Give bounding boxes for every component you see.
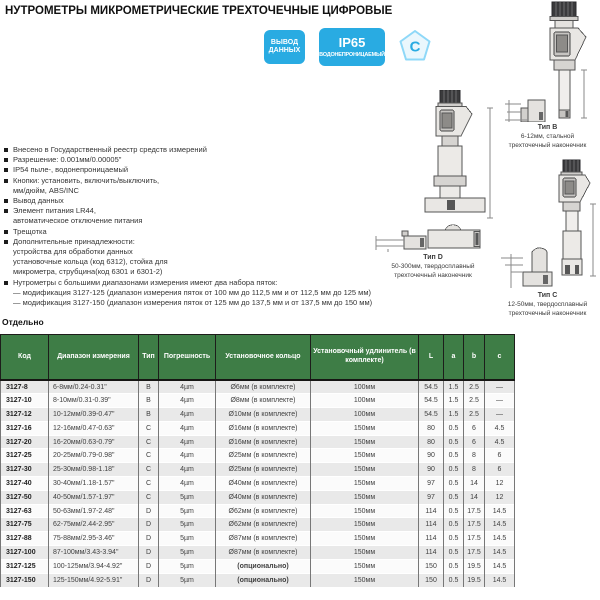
data-output-badge-line2: ДАННЫХ: [268, 47, 301, 54]
cell-c: —: [485, 408, 515, 422]
cell-type: D: [139, 573, 159, 587]
cell-code: 3127-40: [1, 477, 49, 491]
table-header-row: [1, 335, 515, 381]
feature-text: Внесено в Государственный реестр средств измерений: [13, 145, 207, 154]
type-c-caption-2: трехточечный наконечник: [508, 310, 587, 317]
cell-L: 54.5: [419, 380, 444, 394]
cell-code: 3127-16: [1, 421, 49, 435]
type-c-label: Тип C: [537, 292, 558, 299]
cell-type: C: [139, 490, 159, 504]
cell-code: 3127-10: [1, 394, 49, 408]
column-header-setting-ring: Установочное кольцо: [216, 335, 311, 381]
cell-type: C: [139, 421, 159, 435]
cell-extension: 150мм: [311, 490, 419, 504]
type-c-caption-1: 12-50мм, твердосплавный: [507, 301, 588, 308]
cell-extension: 150мм: [311, 421, 419, 435]
cell-L: 114: [419, 518, 444, 532]
cell-a: 0.5: [444, 532, 464, 546]
cell-extension: 150мм: [311, 463, 419, 477]
feature-subline: установочные кольца (код 6312), стойка для: [13, 257, 168, 267]
cell-c: —: [485, 394, 515, 408]
cell-type: C: [139, 449, 159, 463]
cell-accuracy: 5µm: [159, 504, 216, 518]
cell-b: 6: [464, 421, 485, 435]
cell-extension: 100мм: [311, 380, 419, 394]
cell-extension: 150мм: [311, 435, 419, 449]
cell-ring: Ø40мм (в комплекте): [216, 477, 311, 491]
cell-b: 19.5: [464, 573, 485, 587]
cell-c: 14.5: [485, 504, 515, 518]
type-d-drawing-icon: [368, 90, 498, 252]
feature-text: Трещотка: [13, 226, 47, 236]
cell-ring: Ø87мм (в комплекте): [216, 546, 311, 560]
measuring-head-side-view: [505, 100, 545, 122]
cell-L: 114: [419, 504, 444, 518]
bullet-square-icon: [4, 199, 8, 203]
certification-letter: С: [409, 38, 421, 56]
measuring-head-side-view: [376, 231, 426, 252]
cell-a: 0.5: [444, 490, 464, 504]
cell-type: D: [139, 532, 159, 546]
type-b-diagram: [495, 0, 600, 150]
type-b-drawing-icon: [495, 0, 600, 122]
cell-type: D: [139, 559, 159, 573]
data-output-badge: [264, 30, 305, 64]
cell-extension: 150мм: [311, 504, 419, 518]
stem: [425, 136, 485, 212]
cell-range: 10-12мм/0.39-0.47": [49, 408, 139, 422]
cell-L: 97: [419, 490, 444, 504]
cell-code: 3127-25: [1, 449, 49, 463]
cell-type: C: [139, 477, 159, 491]
type-d-label: Тип D: [423, 254, 443, 261]
cell-range: 50-63мм/1.97-2.48": [49, 504, 139, 518]
cell-type: C: [139, 435, 159, 449]
cell-L: 90: [419, 449, 444, 463]
cell-a: 0.5: [444, 518, 464, 532]
cell-L: 90: [419, 463, 444, 477]
cell-ring: Ø25мм (в комплекте): [216, 449, 311, 463]
cell-c: 4.5: [485, 435, 515, 449]
cell-ring: Ø62мм (в комплекте): [216, 518, 311, 532]
cell-L: 54.5: [419, 394, 444, 408]
cell-extension: 150мм: [311, 449, 419, 463]
cell-type: D: [139, 518, 159, 532]
cell-accuracy: 4µm: [159, 380, 216, 394]
cell-range: 16-20мм/0.63-0.79": [49, 435, 139, 449]
cell-b: 17.5: [464, 546, 485, 560]
dimension-line: [590, 204, 596, 276]
type-b-label: Тип B: [537, 124, 558, 131]
cell-extension: 100мм: [311, 408, 419, 422]
table-row: [1, 573, 515, 587]
cell-a: 0.5: [444, 546, 464, 560]
cell-a: 1.5: [444, 394, 464, 408]
cell-code: 3127-63: [1, 504, 49, 518]
cell-type: B: [139, 394, 159, 408]
table-row: [1, 449, 515, 463]
cell-b: 17.5: [464, 532, 485, 546]
cell-a: 0.5: [444, 435, 464, 449]
cell-range: 25-30мм/0.98-1.18": [49, 463, 139, 477]
cell-c: 14.5: [485, 518, 515, 532]
bullet-square-icon: [4, 230, 8, 234]
ip65-badge-title: IP65: [338, 35, 366, 51]
cell-extension: 100мм: [311, 394, 419, 408]
cell-a: 0.5: [444, 449, 464, 463]
table-row: [1, 546, 515, 560]
type-b-caption-2: трехточечный наконечник: [508, 142, 587, 149]
cell-code: 3127-88: [1, 532, 49, 546]
column-header-extension: Установочный удлинитель (в комплекте): [311, 335, 419, 381]
stem: [563, 202, 581, 259]
data-output-badge-line1: ВЫВОД: [270, 38, 299, 46]
cell-accuracy: 4µm: [159, 421, 216, 435]
cell-accuracy: 5µm: [159, 559, 216, 573]
cell-accuracy: 5µm: [159, 573, 216, 587]
cell-L: 97: [419, 477, 444, 491]
cell-c: —: [485, 380, 515, 394]
cell-type: B: [139, 408, 159, 422]
table-row: [1, 380, 515, 394]
cell-range: 6-8мм/0.24-0.31": [49, 380, 139, 394]
cell-type: C: [139, 463, 159, 477]
cell-ring: Ø16мм (в комплекте): [216, 435, 311, 449]
column-header-L: L: [419, 335, 444, 381]
cell-range: 8-10мм/0.31-0.39": [49, 394, 139, 408]
cell-accuracy: 4µm: [159, 408, 216, 422]
column-header-range: Диапазон измерения: [49, 335, 139, 381]
cell-code: 3127-50: [1, 490, 49, 504]
cell-b: 2.5: [464, 408, 485, 422]
display-body: [559, 175, 590, 202]
cell-range: 100-125мм/3.94-4.92": [49, 559, 139, 573]
cell-b: 2.5: [464, 380, 485, 394]
cell-ring: Ø16мм (в комплекте): [216, 421, 311, 435]
dimension-line: [581, 70, 587, 118]
table-row: [1, 504, 515, 518]
cell-extension: 150мм: [311, 546, 419, 560]
cell-ring: Ø10мм (в комплекте): [216, 408, 311, 422]
bullet-square-icon: [4, 168, 8, 172]
type-c-diagram: [495, 158, 600, 318]
bullet-square-icon: [4, 209, 8, 213]
ip65-badge: [319, 28, 385, 66]
knurled-cap: [561, 160, 582, 175]
feature-subline: — модификация 3127-125 (диапазон измерения пяток от 100 мм до 112,5 мм и от 112,5 мм до 125 мм): [13, 287, 371, 297]
cell-accuracy: 4µm: [159, 477, 216, 491]
cell-extension: 150мм: [311, 532, 419, 546]
cell-accuracy: 4µm: [159, 435, 216, 449]
bullet-square-icon: [4, 148, 8, 152]
cell-a: 1.5: [444, 380, 464, 394]
cell-c: 12: [485, 477, 515, 491]
section-label: Отдельно: [2, 317, 44, 327]
cell-ring: Ø6мм (в комплекте): [216, 380, 311, 394]
cell-c: 6: [485, 449, 515, 463]
measuring-head-side-view: [501, 248, 552, 288]
ip65-badge-subtitle: ВОДОНЕПРОНИЦАЕМЫЙ: [319, 51, 385, 58]
cell-range: 40-50мм/1.57-1.97": [49, 490, 139, 504]
cell-a: 1.5: [444, 408, 464, 422]
cell-code: 3127-12: [1, 408, 49, 422]
cell-a: 0.5: [444, 463, 464, 477]
spec-table: [0, 334, 515, 587]
cell-code: 3127-100: [1, 546, 49, 560]
cell-extension: 150мм: [311, 559, 419, 573]
feature-text: IP54 пыле-, водонепроницаемый: [13, 165, 129, 175]
dimension-line: [487, 108, 493, 218]
cell-code: 3127-8: [1, 380, 49, 394]
cell-extension: 150мм: [311, 518, 419, 532]
bullet-square-icon: [4, 158, 8, 162]
cell-range: 87-100мм/3.43-3.94": [49, 546, 139, 560]
cell-accuracy: 5µm: [159, 490, 216, 504]
cell-ring: (опционально): [216, 573, 311, 587]
feature-text: Вывод данных: [13, 196, 64, 206]
cell-L: 80: [419, 421, 444, 435]
display-body: [550, 28, 586, 60]
cell-range: 20-25мм/0.79-0.98": [49, 449, 139, 463]
cell-b: 19.5: [464, 559, 485, 573]
cell-b: 6: [464, 435, 485, 449]
page-title: НУТРОМЕТРЫ МИКРОМЕТРИЧЕСКИЕ ТРЕХТОЧЕЧНЫЕ ЦИФРОВЫЕ: [5, 5, 393, 17]
cell-b: 8: [464, 449, 485, 463]
cell-code: 3127-150: [1, 573, 49, 587]
cell-c: 6: [485, 463, 515, 477]
cell-type: D: [139, 504, 159, 518]
cell-c: 14.5: [485, 546, 515, 560]
cell-code: 3127-125: [1, 559, 49, 573]
measuring-head: [562, 259, 582, 275]
feature-text: Кнопки: установить, включить/выключить,: [13, 175, 160, 185]
cell-extension: 150мм: [311, 477, 419, 491]
cell-b: 8: [464, 463, 485, 477]
type-d-diagram: [368, 90, 498, 280]
cell-L: 80: [419, 435, 444, 449]
cell-accuracy: 5µm: [159, 518, 216, 532]
stem: [554, 60, 575, 118]
table-row: [1, 394, 515, 408]
table-row: [1, 490, 515, 504]
cell-c: 14.5: [485, 573, 515, 587]
feature-text: Нутрометры с большими диапазонами измерения имеют два набора пяток:: [13, 277, 278, 287]
cell-accuracy: 4µm: [159, 463, 216, 477]
cell-accuracy: 4µm: [159, 449, 216, 463]
cell-ring: Ø25мм (в комплекте): [216, 463, 311, 477]
cell-code: 3127-20: [1, 435, 49, 449]
table-row: [1, 559, 515, 573]
cell-a: 0.5: [444, 559, 464, 573]
type-c-drawing-icon: [495, 158, 600, 290]
feature-text: Элемент питания LR44,: [13, 206, 96, 216]
measuring-head: [428, 225, 480, 248]
table-row: [1, 518, 515, 532]
feature-text: Дополнительные принадлежности:: [13, 236, 135, 246]
feature-subline: устройства для обработки данных: [13, 247, 133, 257]
column-header-type: Тип: [139, 335, 159, 381]
cell-extension: 150мм: [311, 573, 419, 587]
cell-range: 62-75мм/2.44-2.95": [49, 518, 139, 532]
bullet-square-icon: [4, 281, 8, 285]
type-d-caption-2: трехточечный наконечник: [394, 272, 472, 279]
table-row: [1, 463, 515, 477]
cell-c: 12: [485, 490, 515, 504]
column-header-code: Код: [1, 335, 49, 381]
type-d-caption-1: 50-300мм, твердосплавный: [391, 263, 475, 270]
cell-range: 30-40мм/1.18-1.57": [49, 477, 139, 491]
cell-a: 0.5: [444, 421, 464, 435]
knurled-cap: [550, 2, 578, 28]
table-row: [1, 532, 515, 546]
cell-b: 14: [464, 490, 485, 504]
feature-text: Разрешение: 0.001мм/0.00005": [13, 155, 122, 165]
cell-b: 14: [464, 477, 485, 491]
cell-code: 3127-75: [1, 518, 49, 532]
cell-ring: Ø87мм (в комплекте): [216, 532, 311, 546]
column-header-b: b: [464, 335, 485, 381]
cell-a: 0.5: [444, 504, 464, 518]
knurled-cap: [438, 90, 462, 107]
cell-range: 125-150мм/4.92-5.91": [49, 573, 139, 587]
cell-L: 150: [419, 559, 444, 573]
feature-subline: — модификация 3127-150 (диапазон измерения пяток от 125 мм до 137,5 мм и от 137,5 мм до 150 мм): [13, 298, 373, 308]
feature-subline: мм/дюйм, ABS/INC: [13, 185, 79, 195]
cell-b: 17.5: [464, 504, 485, 518]
cell-ring: Ø62мм (в комплекте): [216, 504, 311, 518]
certification-pentagon-icon: [399, 30, 431, 62]
bullet-square-icon: [4, 179, 8, 183]
cell-accuracy: 5µm: [159, 546, 216, 560]
cell-range: 75-88мм/2.95-3.46": [49, 532, 139, 546]
cell-a: 0.5: [444, 477, 464, 491]
cell-accuracy: 4µm: [159, 394, 216, 408]
cell-range: 12-16мм/0.47-0.63": [49, 421, 139, 435]
table-row: [1, 421, 515, 435]
bullet-square-icon: [4, 240, 8, 244]
cell-a: 0.5: [444, 573, 464, 587]
cell-L: 54.5: [419, 408, 444, 422]
cell-c: 14.5: [485, 559, 515, 573]
cell-b: 17.5: [464, 518, 485, 532]
cell-code: 3127-30: [1, 463, 49, 477]
table-row: [1, 408, 515, 422]
table-row: [1, 477, 515, 491]
badge-row: [264, 28, 431, 66]
cell-ring: Ø40мм (в комплекте): [216, 490, 311, 504]
table-row: [1, 435, 515, 449]
feature-subline: автоматическое отключение питания: [13, 216, 143, 226]
cell-c: 14.5: [485, 532, 515, 546]
display-body: [436, 107, 472, 137]
cell-accuracy: 5µm: [159, 532, 216, 546]
column-header-a: a: [444, 335, 464, 381]
cell-b: 2.5: [464, 394, 485, 408]
cell-type: B: [139, 380, 159, 394]
cell-ring: Ø8мм (в комплекте): [216, 394, 311, 408]
feature-subline: микрометра, струбцина(код 6301 и 6301-2): [13, 267, 163, 277]
cell-L: 114: [419, 532, 444, 546]
column-header-c: c: [485, 335, 515, 381]
cell-L: 150: [419, 573, 444, 587]
cell-c: 4.5: [485, 421, 515, 435]
cell-type: D: [139, 546, 159, 560]
cell-ring: (опционально): [216, 559, 311, 573]
type-b-caption-1: 6-12мм, стальной: [520, 133, 575, 140]
column-header-accuracy: Погрешность: [159, 335, 216, 381]
cell-L: 114: [419, 546, 444, 560]
